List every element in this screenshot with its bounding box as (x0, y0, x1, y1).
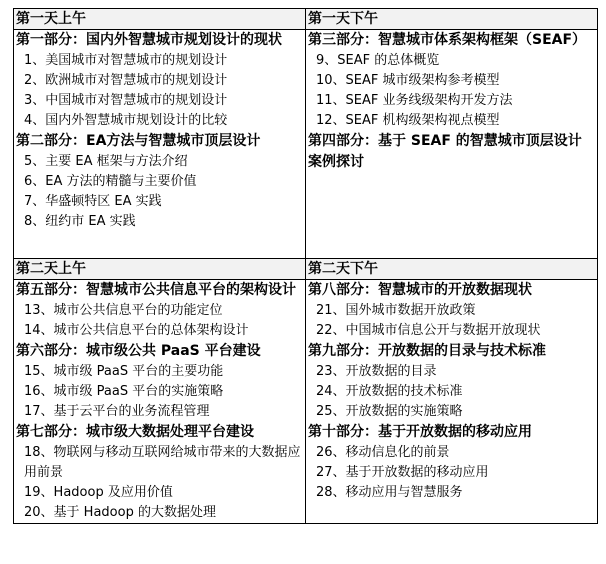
list-item: 1、美国城市对智慧城市的规划设计 (24, 53, 228, 68)
section-title: 第四部分：基于 SEAF 的智慧城市顶层设计案例探讨 (308, 133, 582, 170)
list-item: 7、华盛顿特区 EA 实践 (24, 194, 162, 209)
list-item: 26、移动信息化的前景 (316, 445, 450, 460)
list-item: 12、SEAF 机构级架构视点模型 (316, 113, 500, 128)
list-item: 15、城市级 PaaS 平台的主要功能 (24, 364, 224, 379)
list-item: 28、移动应用与智慧服务 (316, 485, 463, 500)
list-item: 27、基于开放数据的移动应用 (316, 465, 489, 480)
list-item: 19、Hadoop 及应用价值 (24, 485, 173, 500)
day2-afternoon-cell (306, 280, 598, 524)
list-item: 23、开放数据的目录 (316, 364, 437, 379)
day1-afternoon-cell (306, 30, 598, 259)
list-item: 13、城市公共信息平台的功能定位 (24, 303, 223, 318)
table-row (14, 259, 598, 280)
list-item: 9、SEAF 的总体概览 (316, 53, 440, 68)
section-title: 第九部分：开放数据的目录与技术标准 (308, 343, 546, 359)
list-item: 21、国外城市数据开放政策 (316, 303, 476, 318)
table-row (14, 30, 598, 259)
list-item: 22、中国城市信息公开与数据开放现状 (316, 323, 541, 338)
table-row (14, 9, 598, 30)
table-row (14, 280, 598, 524)
list-item: 24、开放数据的技术标准 (316, 384, 463, 399)
list-item: 17、基于云平台的业务流程管理 (24, 404, 210, 419)
list-item: 11、SEAF 业务线级架构开发方法 (316, 93, 513, 108)
day2-morning-header: 第二天上午 (14, 259, 306, 280)
section-title: 第六部分：城市级公共 PaaS 平台建设 (16, 343, 261, 359)
list-item: 14、城市公共信息平台的总体架构设计 (24, 323, 249, 338)
list-item: 25、开放数据的实施策略 (316, 404, 463, 419)
list-item: 5、主要 EA 框架与方法介绍 (24, 154, 188, 169)
list-item: 4、国内外智慧城市规划设计的比较 (24, 113, 228, 128)
list-item: 2、欧洲城市对智慧城市的规划设计 (24, 73, 228, 88)
section-title: 第一部分：国内外智慧城市规划设计的现状 (16, 32, 282, 48)
list-item: 3、中国城市对智慧城市的规划设计 (24, 93, 228, 108)
list-item: 6、EA 方法的精髓与主要价值 (24, 174, 197, 189)
section-title: 第五部分：智慧城市公共信息平台的架构设计 (16, 282, 296, 298)
schedule-table (13, 8, 598, 524)
section-title: 第十部分：基于开放数据的移动应用 (308, 424, 532, 440)
day1-morning-cell (14, 30, 306, 259)
day1-afternoon-header: 第一天下午 (306, 9, 598, 30)
day2-morning-cell (14, 280, 306, 524)
section-title: 第七部分：城市级大数据处理平台建设 (16, 424, 254, 440)
list-item: 20、基于 Hadoop 的大数据处理 (24, 505, 216, 520)
list-item: 18、物联网与移动互联网给城市带来的大数据应用前景 (24, 445, 301, 480)
list-item: 10、SEAF 城市级架构参考模型 (316, 73, 500, 88)
section-title: 第八部分：智慧城市的开放数据现状 (308, 282, 532, 298)
list-item: 16、城市级 PaaS 平台的实施策略 (24, 384, 224, 399)
day2-afternoon-header: 第二天下午 (306, 259, 598, 280)
section-title: 第三部分：智慧城市体系架构框架（SEAF） (308, 32, 587, 48)
list-item: 8、纽约市 EA 实践 (24, 214, 136, 229)
day1-morning-header: 第一天上午 (14, 9, 306, 30)
schedule-sheet (13, 8, 598, 556)
section-title: 第二部分：EA方法与智慧城市顶层设计 (16, 133, 261, 149)
